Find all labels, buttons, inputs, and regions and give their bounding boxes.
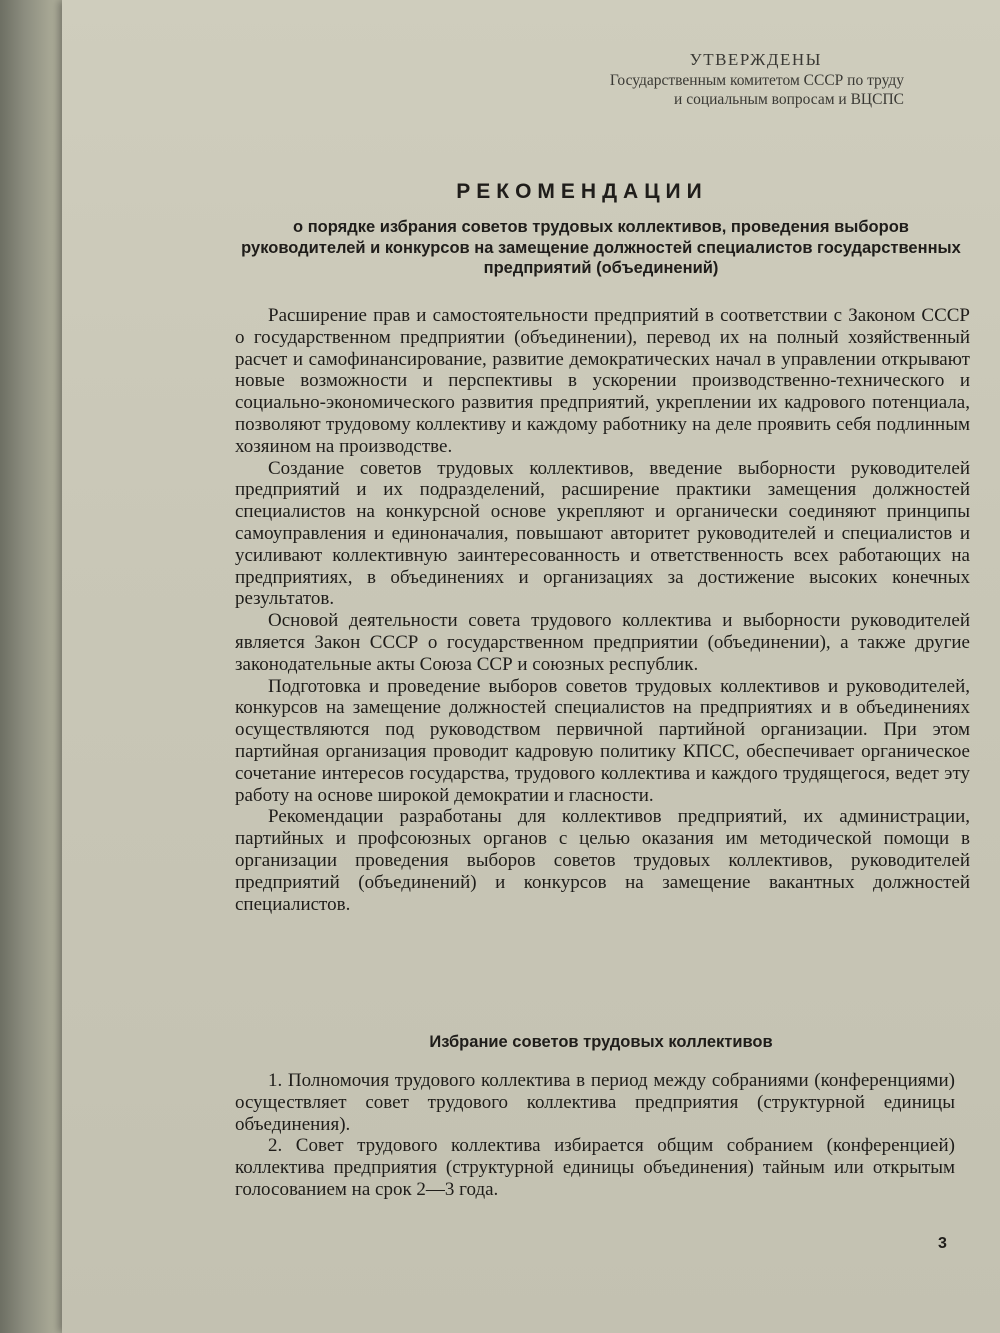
numbered-item-1: 1. Полномочия трудового коллектива в период между собраниями (конференциями) осуществляет совет трудового коллектива предприятия (структурной единицы объединения).: [235, 1070, 955, 1135]
numbered-items: [235, 1070, 955, 1201]
document-subtitle: о порядке избрания советов трудовых коллективов, проведения выборов руководителей и конкурсов на замещение должностей специалистов государственных предприятий (объединений): [241, 218, 961, 277]
body-paragraph-3: Основой деятельности совета трудового коллектива и выборности руководителей является Закон СССР о государственном предприятии (объединении), а также другие законодательные акты Союза ССР и союзных республик.: [235, 610, 970, 675]
page-number: 3: [938, 1235, 947, 1252]
document-page: [62, 0, 1000, 1333]
document-body: [235, 305, 970, 915]
body-paragraph-2: Создание советов трудовых коллективов, введение выборности руководителей предприятий и их подразделений, расширение практики замещения должностей специалистов на конкурсной основе укрепляют и органически соединяют принципы самоуправления и единоначалия, повышают авторитет руководителей и специалистов и усиливают коллективную заинтересованность и ответственность всех работающих на предприятиях, в объединениях и организациях за достижение высоких конечных результатов.: [235, 457, 970, 610]
body-paragraph-4: Подготовка и проведение выборов советов трудовых коллективов и руководителей, конкурсов на замещение должностей специалистов на предприятиях и в объединениях осуществляются под руководством первичной партийной организации. При этом партийная организация проводит кадровую политику КПСС, обеспечивает органическое сочетание интересов государства, трудового коллектива и каждого трудящегося, ведет эту работу на основе широкой демократии и гласности.: [235, 675, 970, 806]
approval-line-1: Государственным комитетом СССР по труду: [609, 72, 904, 89]
book-gutter: [0, 0, 70, 1333]
approval-heading: УТВЕРЖДЕНЫ: [689, 50, 822, 69]
section-heading: Избрание советов трудовых коллективов: [429, 1033, 773, 1051]
approval-stamp: [484, 50, 904, 109]
document-title: РЕКОМЕНДАЦИИ: [456, 180, 708, 203]
body-paragraph-1: Расширение прав и самостоятельности предприятий в соответствии с Законом СССР о государственном предприятии (объединении), перевод их на полный хозяйственный расчет и самофинансирование, развитие демократических начал в управлении открывают новые возможности и перспективы в ускорении производственно-технического и социально-экономического развития предприятий, укреплении их кадрового потенциала, позволяют трудовому коллективу и каждому работнику на деле проявить себя подлинным хозяином на производстве.: [235, 305, 970, 457]
approval-line-2: и социальным вопросам и ВЦСПС: [674, 91, 904, 108]
body-paragraph-5: Рекомендации разработаны для коллективов предприятий, их администрации, партийных и профсоюзных органов с целью оказания им методической помощи в организации проведения выборов советов трудовых коллективов, руководителей предприятий (объединений) и конкурсов на замещение вакантных должностей специалистов.: [235, 806, 970, 915]
numbered-item-2: 2. Совет трудового коллектива избирается общим собранием (конференцией) коллектива предприятия (структурной единицы объединения) тайным или открытым голосованием на срок 2—3 года.: [235, 1135, 955, 1200]
